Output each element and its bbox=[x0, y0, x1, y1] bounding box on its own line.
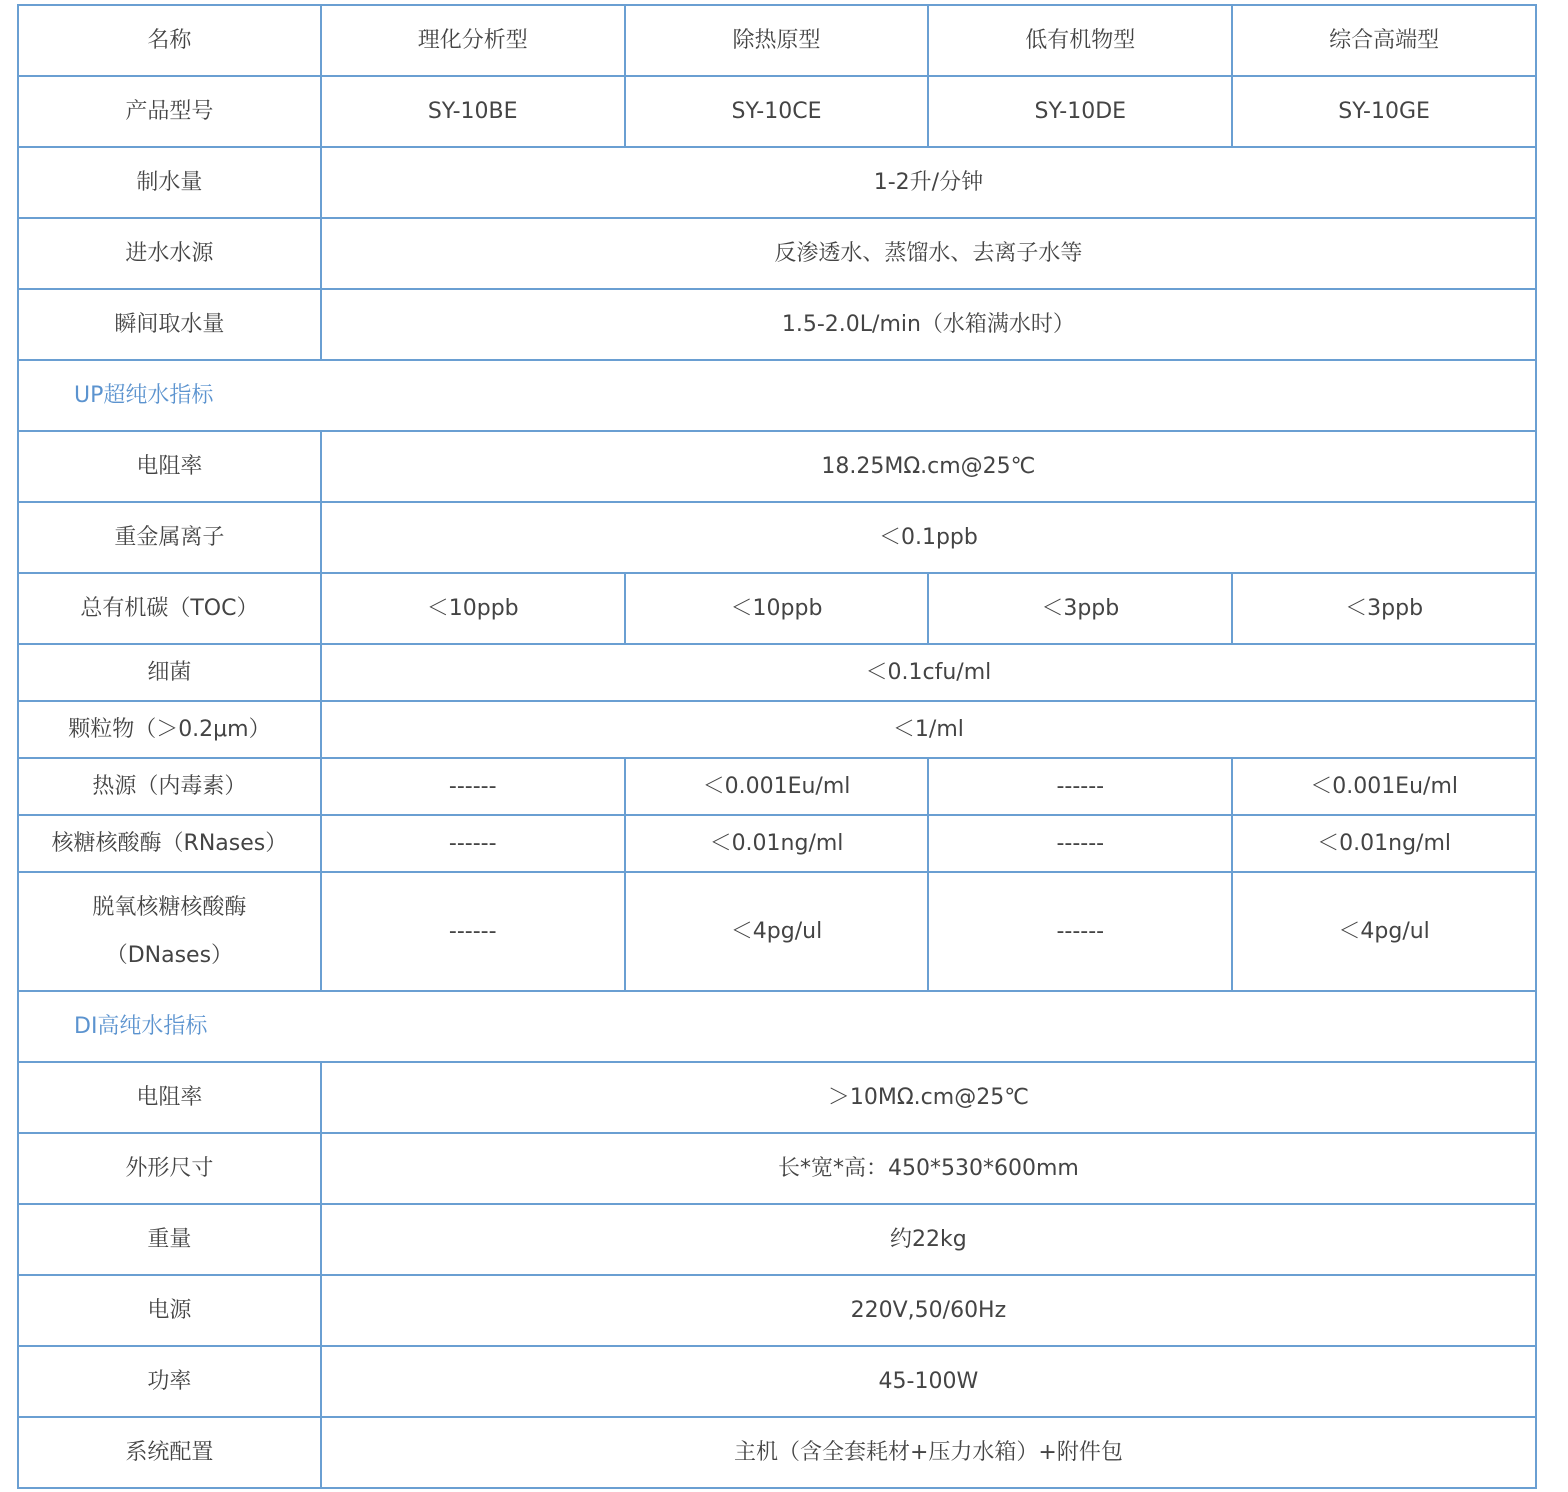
row-value: 1-2升/分钟 bbox=[321, 147, 1536, 218]
di-section-title: DI高纯水指标 bbox=[18, 991, 1536, 1062]
up-section-header bbox=[18, 360, 1536, 431]
row-value: ------ bbox=[928, 815, 1232, 872]
row-label: 功率 bbox=[18, 1346, 321, 1417]
row-value: 45-100W bbox=[321, 1346, 1536, 1417]
model-number-cell: SY-10GE bbox=[1232, 76, 1536, 147]
table-row bbox=[18, 1062, 1536, 1133]
row-value: 220V,50/60Hz bbox=[321, 1275, 1536, 1346]
header-model-cell: 低有机物型 bbox=[928, 5, 1232, 76]
row-value: ＜4pg/ul bbox=[625, 872, 929, 991]
row-label-line: （DNases） bbox=[105, 942, 234, 968]
row-value: ＞10MΩ.cm@25℃ bbox=[321, 1062, 1536, 1133]
row-value: ＜0.01ng/ml bbox=[1232, 815, 1536, 872]
row-label: 核糖核酸酶（RNases） bbox=[18, 815, 321, 872]
row-value: 反渗透水、蒸馏水、去离子水等 bbox=[321, 218, 1536, 289]
table-row bbox=[18, 1417, 1536, 1488]
row-label: 总有机碳（TOC） bbox=[18, 573, 321, 644]
header-model-cell: 综合高端型 bbox=[1232, 5, 1536, 76]
row-label: 制水量 bbox=[18, 147, 321, 218]
row-value: ＜4pg/ul bbox=[1232, 872, 1536, 991]
di-section-header bbox=[18, 991, 1536, 1062]
table-row bbox=[18, 147, 1536, 218]
row-label bbox=[18, 872, 321, 991]
row-label: 进水水源 bbox=[18, 218, 321, 289]
row-value: ------ bbox=[928, 758, 1232, 815]
row-value: ＜10ppb bbox=[321, 573, 625, 644]
row-value: 约22kg bbox=[321, 1204, 1536, 1275]
row-label: 细菌 bbox=[18, 644, 321, 701]
row-label: 电源 bbox=[18, 1275, 321, 1346]
table-row bbox=[18, 218, 1536, 289]
row-label: 电阻率 bbox=[18, 431, 321, 502]
header-name-cell: 名称 bbox=[18, 5, 321, 76]
row-value: ＜0.01ng/ml bbox=[625, 815, 929, 872]
row-value: ＜3ppb bbox=[1232, 573, 1536, 644]
table-row bbox=[18, 758, 1536, 815]
row-label: 产品型号 bbox=[18, 76, 321, 147]
header-row bbox=[18, 5, 1536, 76]
header-model-cell: 除热原型 bbox=[625, 5, 929, 76]
table-row bbox=[18, 1133, 1536, 1204]
table-row bbox=[18, 573, 1536, 644]
row-value: ＜3ppb bbox=[928, 573, 1232, 644]
row-label: 颗粒物（＞0.2μm） bbox=[18, 701, 321, 758]
up-section-title: UP超纯水指标 bbox=[18, 360, 1536, 431]
table-row bbox=[18, 815, 1536, 872]
table-row bbox=[18, 289, 1536, 360]
model-number-cell: SY-10DE bbox=[928, 76, 1232, 147]
row-label: 电阻率 bbox=[18, 1062, 321, 1133]
model-number-cell: SY-10CE bbox=[625, 76, 929, 147]
table-row bbox=[18, 1275, 1536, 1346]
row-label: 系统配置 bbox=[18, 1417, 321, 1488]
row-value: 主机（含全套耗材+压力水箱）+附件包 bbox=[321, 1417, 1536, 1488]
table-row bbox=[18, 502, 1536, 573]
row-value: ＜0.001Eu/ml bbox=[625, 758, 929, 815]
row-value: ＜0.001Eu/ml bbox=[1232, 758, 1536, 815]
row-label-line: 脱氧核糖核酸酶 bbox=[92, 894, 247, 920]
row-value: ------ bbox=[321, 758, 625, 815]
model-number-row bbox=[18, 76, 1536, 147]
row-label: 热源（内毒素） bbox=[18, 758, 321, 815]
row-value: 长*宽*高：450*530*600mm bbox=[321, 1133, 1536, 1204]
model-number-cell: SY-10BE bbox=[321, 76, 625, 147]
row-value: ＜1/ml bbox=[321, 701, 1536, 758]
table-row bbox=[18, 701, 1536, 758]
row-label: 外形尺寸 bbox=[18, 1133, 321, 1204]
row-value: ------ bbox=[321, 872, 625, 991]
row-value: ------ bbox=[928, 872, 1232, 991]
row-value: ＜0.1cfu/ml bbox=[321, 644, 1536, 701]
row-value: ------ bbox=[321, 815, 625, 872]
row-label: 重金属离子 bbox=[18, 502, 321, 573]
row-value: 18.25MΩ.cm@25℃ bbox=[321, 431, 1536, 502]
table-row bbox=[18, 431, 1536, 502]
row-value: ＜0.1ppb bbox=[321, 502, 1536, 573]
row-value: ＜10ppb bbox=[625, 573, 929, 644]
header-model-cell: 理化分析型 bbox=[321, 5, 625, 76]
table-row bbox=[18, 644, 1536, 701]
row-label: 重量 bbox=[18, 1204, 321, 1275]
row-label: 瞬间取水量 bbox=[18, 289, 321, 360]
table-row bbox=[18, 1346, 1536, 1417]
spec-table bbox=[17, 4, 1537, 1489]
table-row bbox=[18, 872, 1536, 991]
table-row bbox=[18, 1204, 1536, 1275]
row-value: 1.5-2.0L/min（水箱满水时） bbox=[321, 289, 1536, 360]
